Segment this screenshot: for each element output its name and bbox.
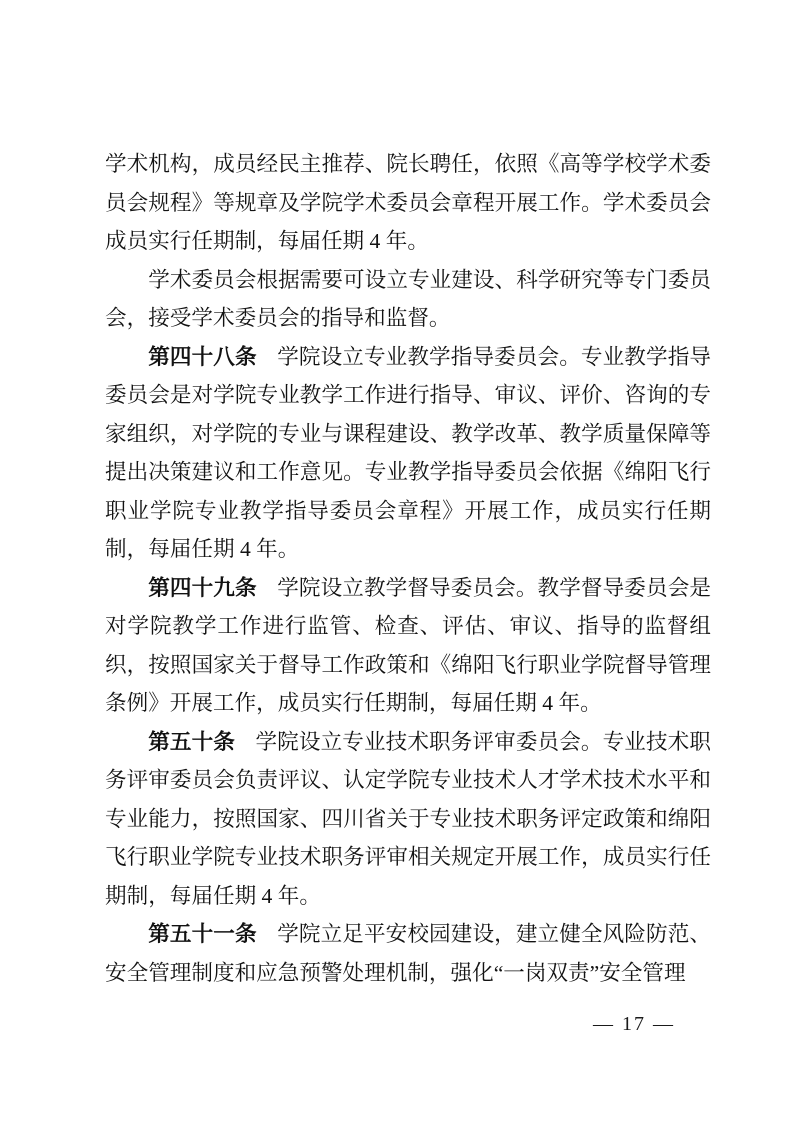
paragraph-text: 学术机构，成员经民主推荐、院长聘任，依照《高等学校学术委员会规程》等规章及学院学术委员会章程开展工作。学术委员会成员实行任期制，每届任期 4 年。 — [105, 152, 711, 253]
document-body — [105, 145, 711, 992]
article-number: 第四十九条 — [148, 575, 257, 600]
article-number: 第四十八条 — [148, 344, 257, 369]
paragraph — [105, 338, 711, 569]
paragraph-text: 学院设立专业技术职务评审委员会。专业技术职务评审委员会负责评议、认定学院专业技术人才学术技术水平和专业能力，按照国家、四川省关于专业技术职务评定政策和绵阳飞行职业学院专业技术职务评审相关规定开展工作，成员实行任期制，每届任期 4 年。 — [105, 729, 711, 908]
paragraph — [105, 145, 711, 261]
paragraph-text: 学院设立专业教学指导委员会。专业教学指导委员会是对学院专业教学工作进行指导、审议、评价、咨询的专家组织，对学院的专业与课程建设、教学改革、教学质量保障等提出决策建议和工作意见。专业教学指导委员会依据《绵阳飞行职业学院专业教学指导委员会章程》开展工作，成员实行任期制，每届任期 4 年。 — [105, 344, 711, 561]
page-number: — 17 — — [593, 1013, 675, 1035]
article-number: 第五十一条 — [148, 922, 257, 946]
paragraph — [105, 915, 711, 992]
paragraph-text: 学院立足平安校园建设，建立健全风险防范、安全管理制度和应急预警处理机制，强化“一岗双责”安全管理 — [105, 922, 711, 985]
paragraph-text: 学术委员会根据需要可设立专业建设、科学研究等专门委员会，接受学术委员会的指导和监督。 — [105, 267, 711, 330]
paragraph-text: 学院设立教学督导委员会。教学督导委员会是对学院教学工作进行监管、检查、评估、审议、指导的监督组织，按照国家关于督导工作政策和《绵阳飞行职业学院督导管理条例》开展工作，成员实行任期制，每届任期 4 年。 — [105, 575, 711, 715]
paragraph — [105, 569, 711, 723]
article-number: 第五十条 — [148, 729, 235, 754]
paragraph — [105, 723, 711, 916]
paragraph — [105, 261, 711, 338]
